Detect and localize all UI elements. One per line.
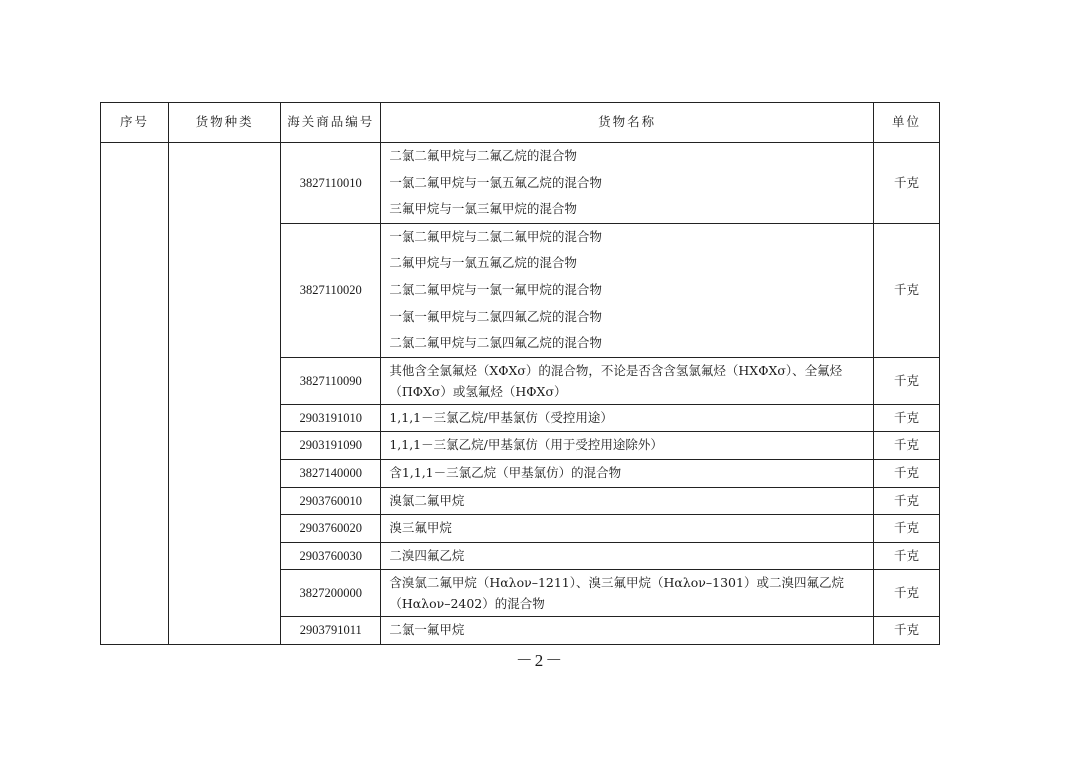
code-cell: 3827140000 <box>281 459 381 487</box>
goods-name: 含1,1,1－三氯乙烷（甲基氯仿）的混合物 <box>389 464 622 480</box>
name-cell <box>381 570 874 617</box>
header-seq: 序号 <box>101 103 169 143</box>
unit-cell: 千克 <box>873 542 939 570</box>
goods-name: 溴氯二氟甲烷 <box>389 492 465 508</box>
goods-name: 一氯一氟甲烷与二氯四氟乙烷的混合物 <box>389 308 602 324</box>
goods-name: 一氯二氟甲烷与二氯二氟甲烷的混合物 <box>389 228 602 244</box>
unit-cell: 千克 <box>873 404 939 432</box>
name-cell <box>381 432 874 460</box>
code-cell: 3827110090 <box>281 357 381 404</box>
goods-name: 三氟甲烷与一氯三氟甲烷的混合物 <box>389 201 577 217</box>
code-cell: 2903760010 <box>281 487 381 515</box>
header-name: 货物名称 <box>381 103 874 143</box>
name-cell <box>381 617 874 645</box>
code-cell: 3827110020 <box>281 223 381 357</box>
unit-cell: 千克 <box>873 432 939 460</box>
unit-cell: 千克 <box>873 617 939 645</box>
code-cell: 3827200000 <box>281 570 381 617</box>
seq-cell <box>101 143 169 645</box>
unit-cell: 千克 <box>873 459 939 487</box>
unit-cell: 千克 <box>873 357 939 404</box>
goods-name: 一氯二氟甲烷与一氯五氟乙烷的混合物 <box>389 174 602 190</box>
unit-cell: 千克 <box>873 143 939 224</box>
unit-cell: 千克 <box>873 223 939 357</box>
table-header-row <box>101 103 940 143</box>
goods-name: 含溴氯二氟甲烷（Hαλον–1211）、溴三氟甲烷（Hαλον–1301）或二溴四氟乙烷（Hαλον–2402）的混合物 <box>389 575 844 612</box>
goods-name: 二氯二氟甲烷与二氯四氟乙烷的混合物 <box>389 335 602 351</box>
category-cell <box>169 143 281 645</box>
name-cell <box>381 515 874 543</box>
goods-name: 其他含全氯氟烃（XΦXσ）的混合物，不论是否含含氢氯氟烃（HXΦXσ）、全氟烃（ΠΦXσ）或氢氟烃（HΦXσ） <box>389 362 843 399</box>
goods-name: 1,1,1－三氯乙烷/甲基氯仿（用于受控用途除外） <box>389 437 663 453</box>
code-cell: 2903760020 <box>281 515 381 543</box>
goods-name: 二氯一氟甲烷 <box>389 622 465 638</box>
header-unit: 单位 <box>873 103 939 143</box>
name-cell <box>381 487 874 515</box>
name-cell <box>381 143 874 224</box>
name-cell <box>381 357 874 404</box>
goods-name: 二溴四氟乙烷 <box>389 547 465 563</box>
name-cell <box>381 459 874 487</box>
goods-name: 二氯二氟甲烷与一氯一氟甲烷的混合物 <box>389 281 602 297</box>
unit-cell: 千克 <box>873 570 939 617</box>
name-cell <box>381 223 874 357</box>
code-cell: 2903760030 <box>281 542 381 570</box>
unit-cell: 千克 <box>873 515 939 543</box>
page-number: －2－ <box>515 651 565 670</box>
table-row <box>101 143 940 224</box>
goods-name: 二氯二氟甲烷与二氟乙烷的混合物 <box>389 148 577 163</box>
header-code: 海关商品编号 <box>281 103 381 143</box>
goods-name: 溴三氟甲烷 <box>389 520 452 536</box>
unit-cell: 千克 <box>873 487 939 515</box>
goods-table <box>100 102 940 645</box>
goods-name: 二氟甲烷与一氯五氟乙烷的混合物 <box>389 255 577 271</box>
goods-name: 1,1,1－三氯乙烷/甲基氯仿（受控用途） <box>389 409 613 425</box>
header-category: 货物种类 <box>169 103 281 143</box>
name-cell <box>381 542 874 570</box>
code-cell: 3827110010 <box>281 143 381 224</box>
name-cell <box>381 404 874 432</box>
code-cell: 2903191090 <box>281 432 381 460</box>
code-cell: 2903791011 <box>281 617 381 645</box>
code-cell: 2903191010 <box>281 404 381 432</box>
